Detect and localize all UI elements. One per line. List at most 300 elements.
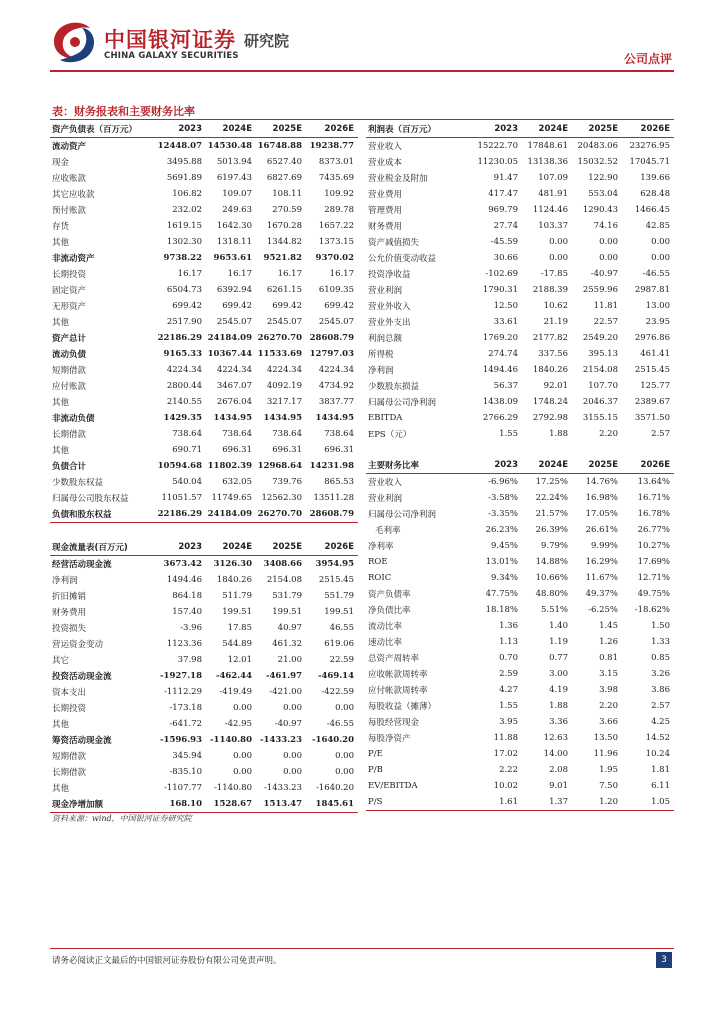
cell-value: -469.14 xyxy=(317,671,354,681)
table-section-title: 资产负债表（百万元） xyxy=(50,121,155,138)
cell-value: 2549.20 xyxy=(582,333,618,343)
table-header-row xyxy=(366,121,674,138)
cell-value: 21.57% xyxy=(535,509,568,519)
cell-value: 14.76% xyxy=(585,477,618,487)
cell-value: 9521.82 xyxy=(263,253,302,263)
cash-flow-table xyxy=(50,539,358,813)
cell-value: 632.05 xyxy=(222,477,252,487)
table-row xyxy=(366,794,674,811)
cell-value: 1434.95 xyxy=(263,413,302,423)
cell-value: 2766.29 xyxy=(482,413,518,423)
year-header: 2025E xyxy=(256,539,306,556)
table-row xyxy=(366,682,674,698)
row-label: 资产总计 xyxy=(52,334,87,344)
cell-value: 461.32 xyxy=(272,639,302,649)
cell-value: 17.25% xyxy=(535,477,568,487)
cell-value: 16.71% xyxy=(637,493,670,503)
cell-value: 15032.52 xyxy=(577,157,618,167)
year-header: 2024E xyxy=(522,121,572,138)
cell-value: 12968.64 xyxy=(257,461,302,471)
row-label: 其他 xyxy=(52,318,70,328)
cell-value: 690.71 xyxy=(172,445,202,455)
cell-value: 1619.15 xyxy=(166,221,202,231)
cell-value: 14.88% xyxy=(535,557,568,567)
year-header: 2026E xyxy=(306,539,358,556)
cell-value: -422.59 xyxy=(321,687,354,697)
row-label: 长期投资 xyxy=(52,270,87,280)
row-label: 营业税金及附加 xyxy=(368,174,428,184)
cell-value: 11051.57 xyxy=(161,493,202,503)
cell-value: 139.66 xyxy=(640,173,670,183)
cell-value: 345.94 xyxy=(172,751,202,761)
cell-value: 3217.17 xyxy=(266,397,302,407)
cell-value: 6527.40 xyxy=(266,157,302,167)
cell-value: 289.78 xyxy=(324,205,354,215)
table-row xyxy=(50,668,358,684)
cell-value: 1.61 xyxy=(471,794,522,811)
cell-value: 2515.45 xyxy=(318,575,354,585)
cell-value: 1466.45 xyxy=(634,205,670,215)
table-row xyxy=(366,474,674,491)
page-header xyxy=(0,0,724,75)
row-label: 其它 xyxy=(52,656,70,666)
row-label: ROE xyxy=(368,557,388,567)
cell-value: 6.11 xyxy=(651,781,670,791)
cell-value: 103.37 xyxy=(538,221,568,231)
cell-value: 4.27 xyxy=(499,685,518,695)
cell-value: 1.45 xyxy=(599,621,618,631)
cell-value: 3.15 xyxy=(599,669,618,679)
cell-value: 12.71% xyxy=(637,573,670,583)
cell-value: -835.10 xyxy=(169,767,202,777)
cell-value: 1.40 xyxy=(549,621,568,631)
cell-value: 551.79 xyxy=(324,591,354,601)
row-label: 现金 xyxy=(52,158,70,168)
table-row xyxy=(366,538,674,554)
cell-value: 1302.30 xyxy=(166,237,202,247)
year-header: 2025E xyxy=(256,121,306,138)
table-row xyxy=(366,554,674,570)
row-label: 负债合计 xyxy=(52,462,87,472)
row-label: 归属母公司净利润 xyxy=(368,510,437,520)
table-row xyxy=(366,586,674,602)
row-label: 少数股东损益 xyxy=(368,382,420,392)
table-row xyxy=(366,266,674,282)
year-header: 2025E xyxy=(572,121,622,138)
cell-value: 1840.26 xyxy=(532,365,568,375)
cell-value: 7.50 xyxy=(599,781,618,791)
cell-value: 20483.06 xyxy=(577,141,618,151)
cell-value: 10594.68 xyxy=(157,461,202,471)
cell-value: 1.55 xyxy=(499,701,518,711)
row-label: P/S xyxy=(366,794,471,811)
cell-value: 16.17 xyxy=(177,269,202,279)
table-row xyxy=(50,266,358,282)
cell-value: 0.00 xyxy=(549,253,568,263)
table-row xyxy=(50,282,358,298)
table-row xyxy=(366,602,674,618)
row-label: 短期借款 xyxy=(52,752,87,762)
cell-value: 17848.61 xyxy=(527,141,568,151)
cell-value: 4.19 xyxy=(549,685,568,695)
cell-value: 1.13 xyxy=(499,637,518,647)
table-row xyxy=(50,572,358,588)
cell-value: -45.59 xyxy=(490,237,518,247)
cell-value: 23.95 xyxy=(645,317,670,327)
cell-value: 2154.08 xyxy=(582,365,618,375)
table-row xyxy=(50,620,358,636)
cell-value: 17.69% xyxy=(637,557,670,567)
cell-value: 2792.98 xyxy=(532,413,568,423)
year-header: 2024E xyxy=(206,121,256,138)
cell-value: 21.00 xyxy=(277,655,302,665)
cell-value: 10.62 xyxy=(543,301,568,311)
table-row xyxy=(366,378,674,394)
cell-value: 1513.47 xyxy=(256,796,306,813)
row-label: 归属母公司股东权益 xyxy=(52,494,129,504)
table-row xyxy=(50,218,358,234)
cell-value: 1.88 xyxy=(549,701,568,711)
table-row xyxy=(366,154,674,170)
table-row xyxy=(50,764,358,780)
row-label: 现金净增加额 xyxy=(50,796,155,813)
cell-value: 4224.34 xyxy=(266,365,302,375)
row-label: 折旧摊销 xyxy=(52,592,87,602)
table-row xyxy=(366,186,674,202)
table-section-title: 主要财务比率 xyxy=(366,457,471,474)
cell-value: 15222.70 xyxy=(477,141,518,151)
cell-value: 0.00 xyxy=(599,237,618,247)
row-label: 净利率 xyxy=(368,542,394,552)
cell-value: 461.41 xyxy=(640,349,670,359)
cell-value: -46.55 xyxy=(642,269,670,279)
cell-value: -6.25% xyxy=(588,605,618,615)
row-label: 毛利率 xyxy=(375,526,401,536)
logo-english-name: CHINA GALAXY SECURITIES xyxy=(104,51,239,61)
cell-value: 48.80% xyxy=(535,589,568,599)
cell-value: 2.20 xyxy=(599,429,618,439)
row-label: 其他 xyxy=(52,238,70,248)
cell-value: 544.89 xyxy=(222,639,252,649)
cell-value: 16.17 xyxy=(277,269,302,279)
cell-value: 108.11 xyxy=(272,189,302,199)
cell-value: 33.61 xyxy=(493,317,518,327)
cell-value: 10.24 xyxy=(645,749,670,759)
cell-value: 1748.24 xyxy=(532,397,568,407)
cell-value: 696.31 xyxy=(272,445,302,455)
cell-value: 738.64 xyxy=(222,429,252,439)
logo-chinese-name: 中国银河证券 xyxy=(104,28,236,52)
table-row xyxy=(50,506,358,523)
cell-value: 0.00 xyxy=(335,751,354,761)
cell-value: 9.79% xyxy=(540,541,568,551)
cell-value: 3.36 xyxy=(549,717,568,727)
table-row xyxy=(50,426,358,442)
cell-value: -42.95 xyxy=(224,719,252,729)
cell-value: 3571.50 xyxy=(634,413,670,423)
cell-value: 92.01 xyxy=(543,381,568,391)
cell-value: -419.49 xyxy=(219,687,252,697)
cell-value: 13.01% xyxy=(485,557,518,567)
cell-value: 628.48 xyxy=(640,189,670,199)
cell-value: 0.00 xyxy=(651,253,670,263)
cell-value: 0.00 xyxy=(599,253,618,263)
table-row xyxy=(50,556,358,573)
cell-value: 2.08 xyxy=(549,765,568,775)
table-row xyxy=(50,700,358,716)
cell-value: 12448.07 xyxy=(157,141,202,151)
cell-value: 738.64 xyxy=(324,429,354,439)
table-row xyxy=(366,714,674,730)
cell-value: -18.62% xyxy=(634,605,670,615)
cell-value: -40.97 xyxy=(590,269,618,279)
table-row xyxy=(50,442,358,458)
cell-value: 5.51% xyxy=(540,605,568,615)
cell-value: -421.00 xyxy=(269,687,302,697)
row-label: 管理费用 xyxy=(368,206,403,216)
row-label: 长期投资 xyxy=(52,704,87,714)
row-label: 应收账款 xyxy=(52,174,87,184)
row-label: 营业利润 xyxy=(368,286,403,296)
cell-value: 17045.71 xyxy=(629,157,670,167)
row-label: 每股收益（摊薄） xyxy=(368,702,437,712)
table-row xyxy=(366,234,674,250)
row-label: 净负债比率 xyxy=(368,606,411,616)
cell-value: 1123.36 xyxy=(166,639,202,649)
cell-value: 4224.34 xyxy=(318,365,354,375)
row-label: 少数股东权益 xyxy=(52,478,104,488)
cell-value: 1769.20 xyxy=(482,333,518,343)
table-row xyxy=(50,394,358,410)
cell-value: 2545.07 xyxy=(266,317,302,327)
cell-value: 249.63 xyxy=(222,205,252,215)
cell-value: -641.72 xyxy=(169,719,202,729)
year-header: 2023 xyxy=(155,539,206,556)
row-label: 财务费用 xyxy=(52,608,87,618)
cell-value: 37.98 xyxy=(177,655,202,665)
table-row xyxy=(366,570,674,586)
cell-value: 739.76 xyxy=(272,477,302,487)
cell-value: 232.02 xyxy=(172,205,202,215)
table-row xyxy=(50,474,358,490)
year-header: 2023 xyxy=(471,121,522,138)
table-row xyxy=(366,618,674,634)
cell-value: -1640.20 xyxy=(315,783,354,793)
cell-value: 1438.09 xyxy=(482,397,518,407)
cell-value: 337.56 xyxy=(538,349,568,359)
cell-value: 2800.44 xyxy=(166,381,202,391)
cell-value: 1.88 xyxy=(549,429,568,439)
cell-value: 0.00 xyxy=(283,751,302,761)
table-row xyxy=(50,780,358,796)
table-row xyxy=(50,604,358,620)
row-label: 利润总额 xyxy=(368,334,403,344)
cell-value: 2.57 xyxy=(651,429,670,439)
cell-value: 2676.04 xyxy=(216,397,252,407)
cell-value: 8373.01 xyxy=(318,157,354,167)
table-row xyxy=(50,652,358,668)
table-row xyxy=(366,170,674,186)
cell-value: 3.00 xyxy=(549,669,568,679)
row-label: 非流动负债 xyxy=(52,414,95,424)
cell-value: -1140.80 xyxy=(213,783,252,793)
cell-value: 0.77 xyxy=(549,653,568,663)
table-row xyxy=(50,298,358,314)
cell-value: 1.19 xyxy=(549,637,568,647)
cell-value: 49.37% xyxy=(585,589,618,599)
cell-value: 270.59 xyxy=(272,205,302,215)
row-label: 净利润 xyxy=(52,576,78,586)
table-row xyxy=(50,716,358,732)
cell-value: 3.26 xyxy=(651,669,670,679)
cell-value: 11.67% xyxy=(585,573,618,583)
cell-value: 1494.46 xyxy=(166,575,202,585)
table-row xyxy=(50,748,358,764)
cell-value: 0.81 xyxy=(599,653,618,663)
cell-value: 3155.15 xyxy=(582,413,618,423)
cell-value: 10.27% xyxy=(637,541,670,551)
cell-value: 1290.43 xyxy=(582,205,618,215)
cell-value: -1927.18 xyxy=(160,671,202,681)
cell-value: 1.37 xyxy=(522,794,572,811)
cell-value: 16.98% xyxy=(585,493,618,503)
table-section-title: 现金流量表(百万元) xyxy=(50,539,155,556)
cell-value: 1.50 xyxy=(651,621,670,631)
cell-value: 6109.35 xyxy=(318,285,354,295)
table-row xyxy=(50,410,358,426)
cell-value: 3.98 xyxy=(599,685,618,695)
cell-value: 864.18 xyxy=(172,591,202,601)
cell-value: 14.00 xyxy=(543,749,568,759)
cell-value: 540.04 xyxy=(172,477,202,487)
row-label: 净利润 xyxy=(368,366,394,376)
cell-value: 157.40 xyxy=(172,607,202,617)
table-row xyxy=(366,490,674,506)
row-label: 营业利润 xyxy=(368,494,403,504)
table-section-title: 利润表（百万元） xyxy=(366,121,471,138)
table-row xyxy=(366,202,674,218)
year-header: 2026E xyxy=(306,121,358,138)
table-row xyxy=(366,218,674,234)
row-label: 非流动资产 xyxy=(52,254,95,264)
income-statement-table xyxy=(366,121,674,442)
row-label: EPS（元） xyxy=(368,430,412,440)
cell-value: -46.55 xyxy=(326,719,354,729)
cell-value: 40.97 xyxy=(277,623,302,633)
cell-value: 13.50 xyxy=(593,733,618,743)
row-label: 预付账款 xyxy=(52,206,87,216)
cell-value: 5013.94 xyxy=(216,157,252,167)
cell-value: 6197.43 xyxy=(216,173,252,183)
cell-value: 1.81 xyxy=(651,765,670,775)
table-row xyxy=(50,202,358,218)
cell-value: 13.64% xyxy=(637,477,670,487)
cell-value: 865.53 xyxy=(324,477,354,487)
cell-value: 109.92 xyxy=(324,189,354,199)
cell-value: 27.74 xyxy=(493,221,518,231)
row-label: 营业收入 xyxy=(368,142,403,152)
table-row xyxy=(50,636,358,652)
cell-value: 1840.26 xyxy=(216,575,252,585)
financial-ratios-table xyxy=(366,457,674,811)
row-label: 归属母公司净利润 xyxy=(368,398,437,408)
cell-value: 13511.28 xyxy=(313,493,354,503)
cell-value: 1434.95 xyxy=(315,413,354,423)
cell-value: 9165.33 xyxy=(163,349,202,359)
cell-value: 2987.81 xyxy=(634,285,670,295)
cell-value: 1845.61 xyxy=(306,796,358,813)
row-label: 营运资金变动 xyxy=(52,640,104,650)
table-row xyxy=(50,330,358,346)
cell-value: 3.95 xyxy=(499,717,518,727)
table-row xyxy=(366,650,674,666)
row-label: 资产减值损失 xyxy=(368,238,420,248)
cell-value: 2389.67 xyxy=(634,397,670,407)
cell-value: 0.70 xyxy=(499,653,518,663)
table-row xyxy=(366,298,674,314)
row-label: 其他 xyxy=(52,720,70,730)
cell-value: -1112.29 xyxy=(163,687,202,697)
cell-value: 0.00 xyxy=(549,237,568,247)
cell-value: 23276.95 xyxy=(629,141,670,151)
table-row xyxy=(366,138,674,155)
cell-value: 738.64 xyxy=(272,429,302,439)
cell-value: -1433.23 xyxy=(260,735,302,745)
cell-value: 1494.46 xyxy=(482,365,518,375)
cell-value: 1429.35 xyxy=(163,413,202,423)
cell-value: 30.66 xyxy=(493,253,518,263)
cell-value: -1596.93 xyxy=(160,735,202,745)
cell-value: 0.00 xyxy=(233,751,252,761)
table-row xyxy=(366,730,674,746)
table-title: 表：财务报表和主要财务比率 xyxy=(52,105,195,118)
source-note: 资料来源：wind，中国银河证券研究院 xyxy=(52,814,192,823)
cell-value: 0.00 xyxy=(335,767,354,777)
cell-value: 1373.15 xyxy=(318,237,354,247)
row-label: 财务费用 xyxy=(368,222,403,232)
cell-value: 2.59 xyxy=(499,669,518,679)
table-row xyxy=(366,282,674,298)
cell-value: 1434.95 xyxy=(213,413,252,423)
cell-value: 26.23% xyxy=(485,525,518,535)
cell-value: 0.00 xyxy=(335,703,354,713)
cell-value: 1.05 xyxy=(622,794,674,811)
cell-value: 2188.39 xyxy=(532,285,568,295)
row-label: 营业外收入 xyxy=(368,302,411,312)
row-label: 公允价值变动收益 xyxy=(368,254,437,264)
table-row xyxy=(50,186,358,202)
cell-value: 2046.37 xyxy=(582,397,618,407)
row-label: 其他 xyxy=(52,446,70,456)
cell-value: 16.78% xyxy=(637,509,670,519)
cell-value: 6261.15 xyxy=(266,285,302,295)
row-label: 固定资产 xyxy=(52,286,87,296)
cell-value: 12562.30 xyxy=(261,493,302,503)
cell-value: 6827.69 xyxy=(266,173,302,183)
cell-value: 3837.77 xyxy=(318,397,354,407)
cell-value: 3954.95 xyxy=(315,559,354,569)
cell-value: 11533.69 xyxy=(257,349,302,359)
cell-value: 1.55 xyxy=(499,429,518,439)
cell-value: 11802.39 xyxy=(207,461,252,471)
table-row xyxy=(50,588,358,604)
cell-value: -6.96% xyxy=(488,477,518,487)
table-row xyxy=(366,410,674,426)
cell-value: 3.86 xyxy=(651,685,670,695)
row-label: 流动比率 xyxy=(368,622,403,632)
row-label: 应付账款 xyxy=(52,382,87,392)
cell-value: 16748.88 xyxy=(257,141,302,151)
